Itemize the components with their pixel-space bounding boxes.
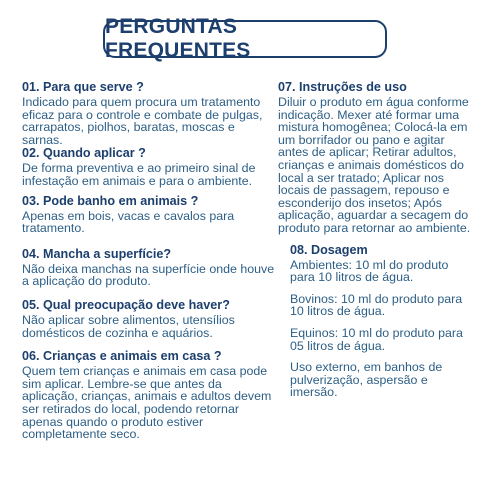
faq-answer-03: Apenas em bois, vacas e cavalos para tratamento.: [22, 208, 235, 236]
faq-answer-05: Não aplicar sobre alimentos, utensílios domésticos de cozinha e aquários.: [22, 312, 235, 340]
faq-question-07: 07. Instruções de uso: [278, 80, 407, 94]
dosage-bovinos: Bovinos: 10 ml do produto para 10 litros de água.: [290, 291, 463, 319]
faq-item-08: [278, 243, 474, 399]
faq-answer-02: De forma preventiva e ao primeiro sinal de infestação em animais e para o ambiente.: [22, 161, 256, 188]
faq-right-column: [278, 80, 474, 399]
faq-question-06: 06. Crianças e animais em casa ?: [22, 349, 222, 364]
faq-answer-01: Indicado para quem procura um tratamento eficaz para o controle e combate de pulgas, carrapatos, piolhos, baratas, moscas e sarnas.: [22, 95, 263, 147]
faq-item-05: [22, 298, 276, 339]
faq-item-04: [22, 247, 276, 288]
page-title: PERGUNTAS FREQUENTES: [105, 15, 251, 62]
faq-item-02: [22, 146, 276, 187]
faq-answer-04: Não deixa manchas na superfície onde houve a aplicação do produto.: [22, 261, 275, 289]
dosage-ambientes: Ambientes: 10 ml do produto para 10 litros de água.: [290, 257, 449, 285]
faq-left-column: [22, 80, 276, 447]
faq-question-04: 04. Mancha a superfície?: [22, 246, 172, 261]
faq-question-02: 02. Quando aplicar ?: [22, 146, 146, 161]
faq-answer-07: Diluir o produto em água conforme indicação. Mexer até formar uma mistura homogênea; Colocá-la em um borrifador ou pano e agitar antes de aplicar; Retirar adultos, crianças e animais domésticos do local a ser tratado; Aplicar nos locais de passagem, repouso e esconderijo dos insetos; Após aplicação, aguardar a secagem do produto para retornar ao ambiente.: [278, 95, 471, 235]
faq-question-08: 08. Dosagem: [290, 242, 368, 257]
faq-question-03: 03. Pode banho em animais ?: [22, 193, 199, 208]
faq-item-07: [278, 80, 474, 235]
dosage-uso-externo: Uso externo, em banhos de pulverização, aspersão e imersão.: [290, 360, 443, 400]
faq-question-05: 05. Qual preocupação deve haver?: [22, 297, 230, 312]
title-box: [103, 15, 387, 62]
faq-question-01: 01. Para que serve ?: [22, 80, 144, 94]
dosage-equinos: Equinos: 10 ml do produto para 05 litros de água.: [290, 325, 463, 353]
faq-answer-06: Quem tem crianças e animais em casa pode sim aplicar. Lembre-se que antes da aplicação, crianças, animais e adultos devem ser retirados do local, podendo retornar apenas quando o produto estiver completamente seco.: [22, 364, 272, 442]
faq-item-06: [22, 349, 276, 441]
faq-item-01: [22, 80, 276, 146]
faq-item-03: [22, 194, 276, 235]
